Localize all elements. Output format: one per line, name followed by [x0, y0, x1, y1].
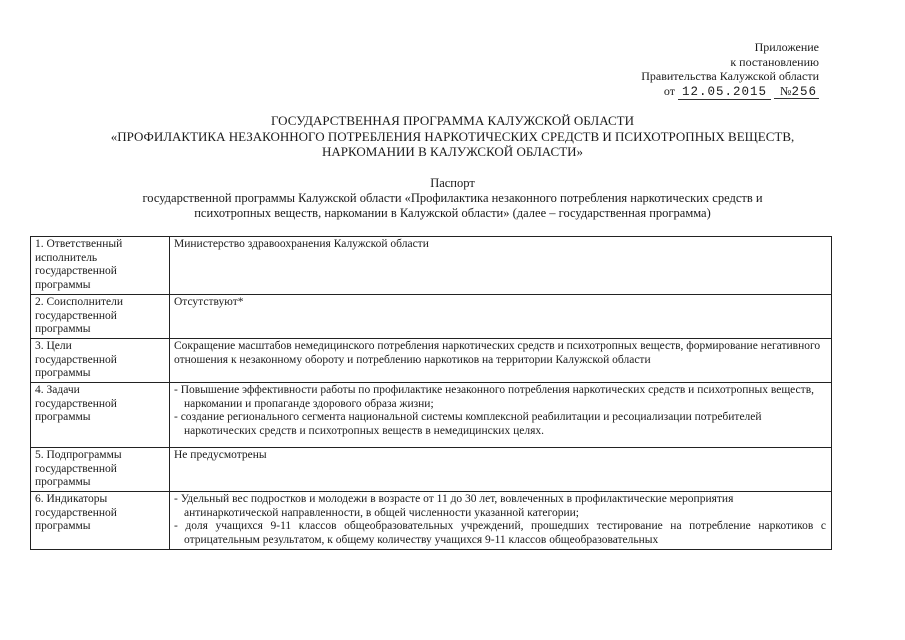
- date-prefix: от: [663, 83, 676, 98]
- table-row: [31, 383, 832, 448]
- decree-number-box: [774, 84, 819, 99]
- appendix-decree-label: к постановлению: [730, 54, 819, 69]
- label-line: программы: [35, 520, 91, 532]
- row-content: [170, 383, 832, 448]
- row-content: Отсутствуют*: [170, 295, 832, 339]
- appendix-header: [641, 40, 819, 99]
- row-content: Не предусмотрены: [170, 448, 832, 492]
- row-content: Сокращение масштабов немедицинского потребления наркотических средств и психотропных веществ, формирование негативного отношения к незаконному обороту и потреблению наркотиков на территории Калужской области: [170, 339, 832, 383]
- decree-date: 12.05.2015: [678, 85, 771, 100]
- table-row: [31, 295, 832, 339]
- row-content: Министерство здравоохранения Калужской области: [170, 237, 832, 295]
- program-title: [0, 113, 905, 160]
- table-row: [31, 492, 832, 550]
- indicator-bullet: - Удельный вес подростков и молодежи в возрасте от 11 до 30 лет, вовлеченных в профилактические мероприятия антинаркотической направленности, в общей численности указанной категории;: [174, 493, 734, 519]
- label-line: 2. Соисполнители: [35, 296, 124, 308]
- label-line: 6. Индикаторы: [35, 493, 108, 505]
- passport-title: Паспорт: [430, 176, 475, 190]
- label-line: программы: [35, 411, 91, 423]
- row-content: [170, 492, 832, 550]
- title-line-3: НАРКОМАНИИ В КАЛУЖСКОЙ ОБЛАСТИ»: [321, 144, 584, 159]
- indicator-bullet: - доля учащихся 9-11 классов общеобразовательных учреждений, прошедших тестирование на потребление наркотиков с отрицательным результатом, к общему количеству учащихся 9-11 классов общеобразовательных: [174, 520, 826, 546]
- title-line-2: «ПРОФИЛАКТИКА НЕЗАКОННОГО ПОТРЕБЛЕНИЯ НАРКОТИЧЕСКИХ СРЕДСТВ И ПСИХОТРОПНЫХ ВЕЩЕСТВ,: [110, 128, 795, 144]
- label-line: государственной: [35, 397, 117, 410]
- label-line: государственной: [35, 265, 117, 277]
- row-label: [31, 492, 170, 550]
- task-bullet: - Повышение эффективности работы по профилактике незаконного потребления наркотических средств и психотропных веществ, наркомании и пропаганде здорового образа жизни;: [174, 384, 814, 410]
- row-label: [31, 237, 170, 295]
- passport-heading: [60, 176, 845, 221]
- label-line: исполнитель: [35, 251, 98, 264]
- label-line: государственной: [35, 309, 117, 322]
- table-row: [31, 237, 832, 295]
- passport-line-2: психотропных веществ, наркомании в Калужской области» (далее – государственная программа): [194, 206, 711, 220]
- label-line: 5. Подпрограммы: [35, 449, 122, 461]
- row-label: [31, 295, 170, 339]
- table-row: [31, 339, 832, 383]
- label-line: 1. Ответственный: [35, 238, 123, 250]
- decree-number: 256: [791, 84, 817, 99]
- label-line: государственной: [35, 506, 117, 519]
- label-line: 3. Цели: [35, 340, 72, 352]
- row-label: [31, 448, 170, 492]
- row-label: [31, 339, 170, 383]
- title-line-1: ГОСУДАРСТВЕННАЯ ПРОГРАММА КАЛУЖСКОЙ ОБЛАСТИ: [270, 113, 634, 128]
- task-bullet: - создание регионального сегмента национальной системы комплексной реабилитации и ресоциализации потребителей наркотических средств и психотропных веществ в немедицинских целях.: [174, 411, 762, 437]
- label-line: 4. Задачи: [35, 384, 80, 396]
- appendix-label: Приложение: [754, 40, 819, 54]
- number-prefix: №: [780, 83, 792, 98]
- label-line: программы: [35, 323, 91, 335]
- label-line: государственной: [35, 462, 117, 475]
- label-line: программы: [35, 367, 91, 379]
- label-line: программы: [35, 278, 91, 291]
- appendix-government-label: Правительства Калужской области: [641, 69, 819, 83]
- label-line: государственной: [35, 353, 117, 366]
- appendix-date-line: [641, 84, 819, 100]
- passport-table: [30, 236, 832, 550]
- row-label: [31, 383, 170, 448]
- label-line: программы: [35, 476, 91, 488]
- table-row: [31, 448, 832, 492]
- passport-line-1: государственной программы Калужской области «Профилактика незаконного потребления наркотических средств и: [142, 191, 763, 205]
